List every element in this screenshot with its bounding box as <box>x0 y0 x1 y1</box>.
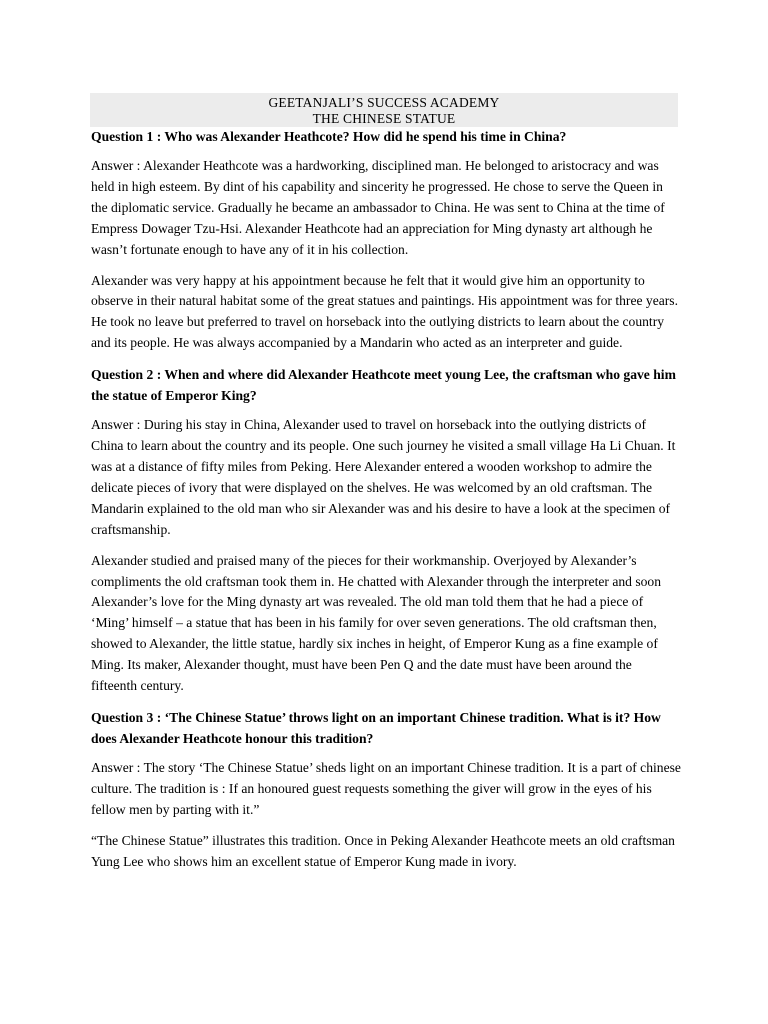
academy-name: GEETANJALI’S SUCCESS ACADEMY <box>268 95 500 110</box>
answer-3-paragraph-2: “The Chinese Statue” illustrates this tradition. Once in Peking Alexander Heathcote meets an old craftsman Yung Lee who shows him an excellent statue of Emperor Kung made in ivory. <box>91 832 675 869</box>
answer-1-paragraph-1: Answer : Alexander Heathcote was a hardworking, disciplined man. He belonged to aristocracy and was held in high esteem. By dint of his capability and sincerity he progressed. He chose to serve the Queen in the diplomatic service. Gradually he became an ambassador to China. He was sent to China at the time of Empress Dowager Tzu-Hsi. Alexander Heathcote had an appreciation for Ming dynasty art although he wasn’t fortunate enough to have any of it in his collection. <box>91 158 665 257</box>
answer-2-paragraph-1: Answer : During his stay in China, Alexander used to travel on horseback into the outlying districts of China to learn about the country and its people. One such journey he visited a small village Ha Li Chuan. It was at a distance of fifty miles from Peking. Here Alexander entered a wooden workshop to admire the delicate pieces of ivory that were displayed on the shelves. He was welcomed by an old craftsman. The Mandarin explained to the old man who sir Alexander was and his desire to have a look at the specimen of craftsmanship. <box>91 417 676 537</box>
question-1: Question 1 : Who was Alexander Heathcote? How did he spend his time in China? <box>91 129 567 144</box>
question-3: Question 3 : ‘The Chinese Statue’ throws light on an important Chinese tradition. What is it? How does Alexander Heathcote honour this tradition? <box>91 709 661 746</box>
answer-3-paragraph-1: Answer : The story ‘The Chinese Statue’ sheds light on an important Chinese tradition. It is a part of chinese culture. The tradition is : If an honoured guest requests something the giver will grow in the eyes of his fellow men by parting with it.” <box>91 759 681 817</box>
document-body <box>91 126 681 882</box>
answer-2-paragraph-2: Alexander studied and praised many of the pieces for their workmanship. Overjoyed by Alexander’s compliments the old craftsman took them in. He chatted with Alexander through the interpreter and soon Alexander’s love for the Ming dynasty art was revealed. The old man told them that he had a piece of ‘Ming’ himself – a statue that has been in his family for over seven generations. The old craftsman then, showed to Alexander, the little statue, hardly six inches in height, of Emperor Kung as a fine example of Ming. Its maker, Alexander thought, must have been Pen Q and the date must have been around the fifteenth century. <box>91 552 662 694</box>
question-2: Question 2 : When and where did Alexander Heathcote meet young Lee, the craftsman who gave him the statue of Emperor King? <box>91 367 676 404</box>
document-title: THE CHINESE STATUE <box>312 111 456 126</box>
answer-1-paragraph-2: Alexander was very happy at his appointment because he felt that it would give him an opportunity to observe in their natural habitat some of the great statues and paintings. His appointment was for three years. He took no leave but preferred to travel on horseback into the outlying districts to learn about the country and its people. He was always accompanied by a Mandarin who acted as an interpreter and guide. <box>91 272 679 351</box>
